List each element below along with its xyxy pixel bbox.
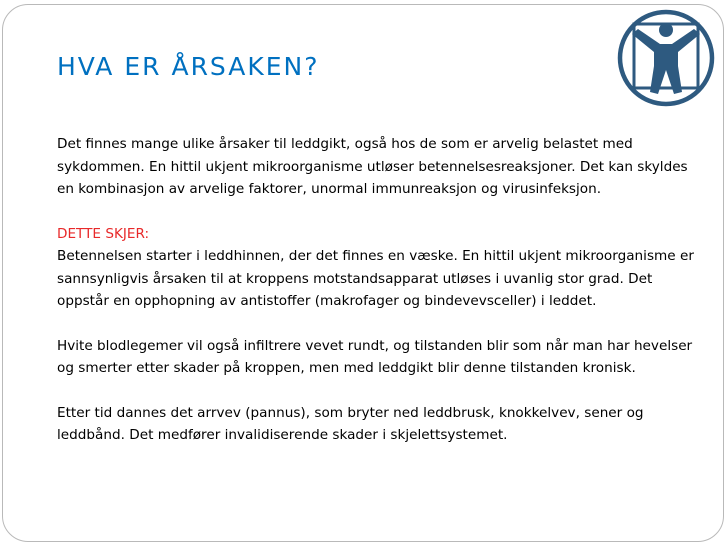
paragraph-scar-tissue: Etter tid dannes det arrvev (pannus), som bryter ned leddbrusk, knokkelvev, sener og leddbånd. Det medfører invalidiserende skader i skjelettsystemet. [57, 404, 644, 443]
paragraph-causes: Det finnes mange ulike årsaker til leddgikt, også hos de som er arvelig belastet med sykdommen. En hittil ukjent mikroorganisme utløser betennelsesreaksjoner. Det kan skyldes en kombinasjon av arvelige faktorer, unormal immunreaksjon og virusinfeksjon. [57, 136, 688, 197]
section-heading: DETTE SKJER: [57, 225, 150, 242]
vitruvian-man-icon [614, 8, 718, 108]
paragraph-white-blood-cells: Hvite blodlegemer vil også infiltrere vevet rundt, og tilstanden blir som når man har hevelser og smerter etter skader på kroppen, men med leddgikt blir denne tilstanden kronisk. [57, 337, 693, 376]
paragraph-process: Betennelsen starter i leddhinnen, der det finnes en væske. En hittil ukjent mikroorganisme er sannsynligvis årsaken til at kroppens motstandsapparat utløses i uvanlig stor grad. Det oppstår en opphopning av antistoffer (makrofager og bindevevsceller) i leddet. [57, 248, 694, 309]
slide-title: HVA ER ÅRSAKEN? [57, 52, 320, 81]
slide-body [57, 133, 697, 447]
